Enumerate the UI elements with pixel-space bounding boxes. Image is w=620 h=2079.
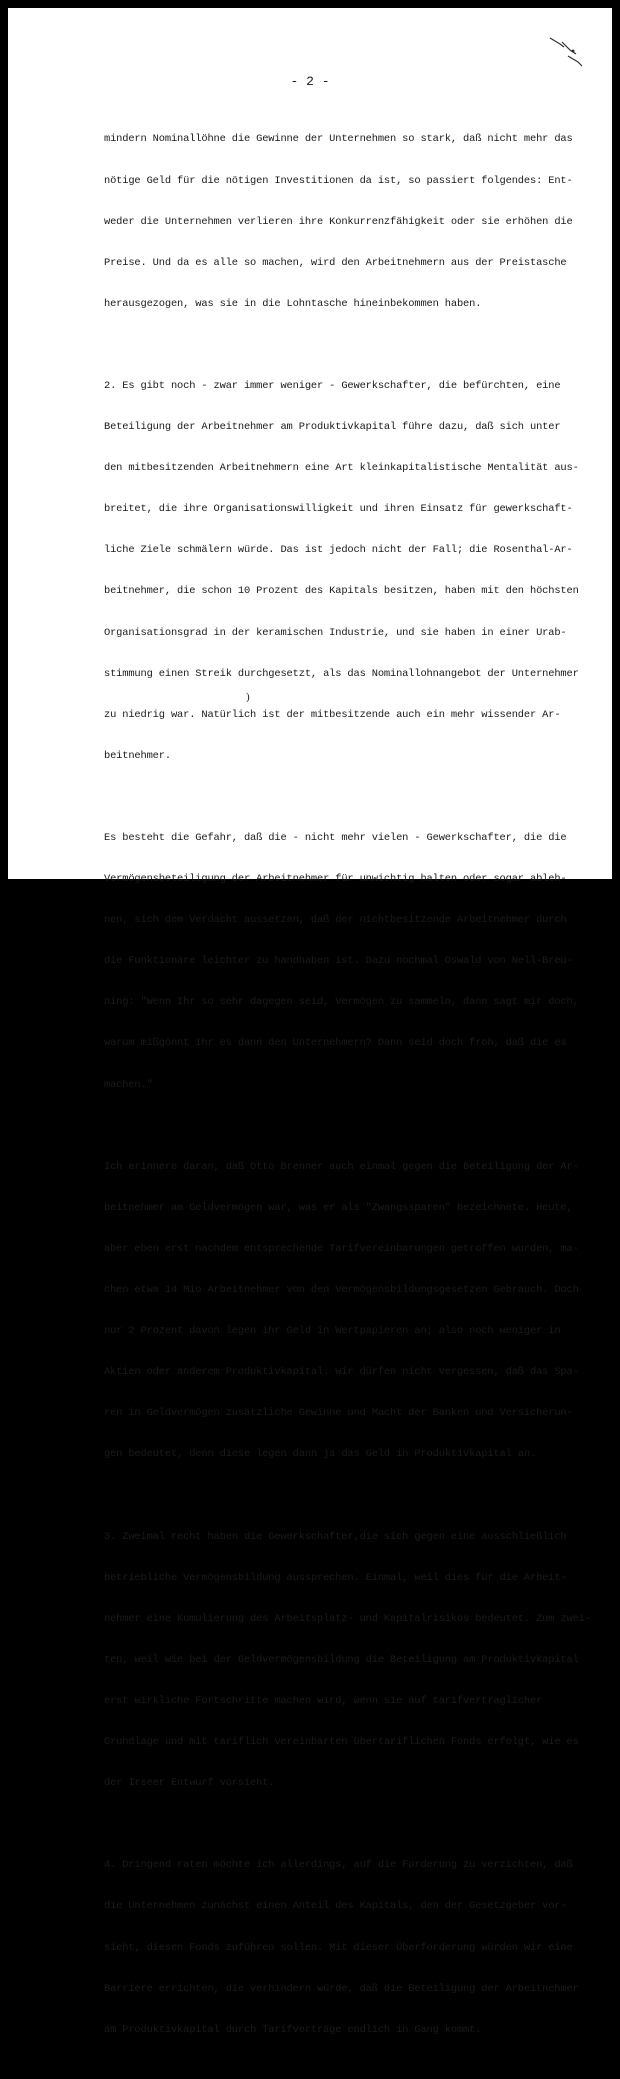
document-page xyxy=(8,8,612,2036)
text-line: nen, sich dem Verdacht aussetzen, daß der nichtbesitzende Arbeitnehmer durch xyxy=(104,914,567,927)
text-line: stimmung einen Streik durchgesetzt, als das Nominallohnangebot der Unternehmer xyxy=(104,667,579,680)
text-line: Beteiligung der Arbeitnehmer am Produktivkapital führe dazu, daß sich unter xyxy=(104,421,561,434)
text-line: Barriere errichten, die verhindern würde, daß die Beteiligung der Arbeitnehmer xyxy=(104,1982,579,1995)
text-line: zu niedrig war. Natürlich ist der mitbesitzende auch ein mehr wissender Ar- xyxy=(104,708,561,721)
text-line: nehmer eine Kumulierung des Arbeitsplatz- und Kapitalrisikos bedeutet. Zum zwei- xyxy=(104,1612,591,1625)
text-line: Preise. Und da es alle so machen, wird den Arbeitnehmern aus der Preistasche xyxy=(104,256,567,269)
text-line: warum mißgönnt Ihr es dann den Unternehmern? Dann seid doch froh, daß die es xyxy=(104,1037,567,1050)
text-line: machen." xyxy=(104,1078,153,1091)
text-line: Aktien oder anderem Produktivkapital. Wir dürfen nicht vergessen, daß das Spa- xyxy=(104,1366,579,1379)
paragraph-danger xyxy=(104,805,586,1120)
text-line: erst wirkliche Fortschritte machen wird, wenn sie auf tarifvertraglicher xyxy=(104,1694,543,1707)
corner-scribble-icon xyxy=(546,32,586,72)
text-line: 3. Zweimal recht haben die Gewerkschafter,die sich gegen eine ausschließlich xyxy=(104,1530,567,1543)
text-line: nötige Geld für die nötigen Investitionen da ist, so passiert folgendes: Ent- xyxy=(104,174,573,187)
paragraph-point-3 xyxy=(104,1503,591,1818)
text-line: der Irseer Entwurf vorsieht. xyxy=(104,1777,275,1790)
paragraph-intro-continuation xyxy=(104,106,586,339)
stray-mark: ) xyxy=(246,691,250,703)
text-line: Organisationsgrad in der keramischen Industrie, und sie haben in einer Urab- xyxy=(104,626,567,639)
text-line: liche Ziele schmälern würde. Das ist jedoch nicht der Fall; die Rosenthal-Ar- xyxy=(104,544,573,557)
text-line: beitnehmer, die schon 10 Prozent des Kapitals besitzen, haben mit den höchsten xyxy=(104,585,579,598)
text-line: aber eben erst nachdem entsprechende Tarifvereinbarungen getroffen wurden, ma- xyxy=(104,1242,579,1255)
text-line: die Unternehmen zunächst einen Anteil des Kapitals, den der Gesetzgeber vor- xyxy=(104,1900,567,1913)
text-line: beitnehmer am Geldvermögen war, was er als "Zwangssparen" bezeichnete. Heute, xyxy=(104,1201,573,1214)
text-line: Es besteht die Gefahr, daß die - nicht mehr vielen - Gewerkschafter, die die xyxy=(104,832,567,844)
page-number: - 2 - xyxy=(290,74,330,89)
text-line: am Produktivkapital durch Tarifverträge endlich in Gang kommt. xyxy=(104,2023,482,2036)
paragraph-point-2 xyxy=(104,353,586,791)
text-line: chen etwa 14 Mio Arbeitnehmer von den Vermögensbildungsgesetzen Gebrauch. Doch xyxy=(104,1284,579,1297)
document-body xyxy=(104,106,591,2079)
text-line: ten, weil wie bei der Geldvermögensbildung die Beteiligung am Produktivkapital xyxy=(104,1653,579,1666)
text-line: 2. Es gibt noch - zwar immer weniger - Gewerkschafter, die befürchten, eine xyxy=(104,379,561,392)
text-line: gen bedeutet, denn diese legen dann ja das Geld in Produktivkapital an. xyxy=(104,1448,537,1461)
text-line: den mitbesitzenden Arbeitnehmern eine Art kleinkapitalistische Mentalität aus- xyxy=(104,462,579,475)
paragraph-otto-brenner xyxy=(104,1133,586,1489)
text-line: weder die Unternehmen verlieren ihre Konkurrenzfähigkeit oder sie erhöhen die xyxy=(104,215,573,228)
text-line: die Funktionäre leichter zu handhaben ist. Dazu nochmal Oswald von Nell-Breu- xyxy=(104,955,573,968)
text-line: beitnehmer. xyxy=(104,749,171,762)
text-line: ren in Geldvermögen zusätzliche Gewinne und Macht der Banken und Versicherun- xyxy=(104,1407,573,1420)
paragraph-point-4 xyxy=(104,1832,586,2065)
text-line: breitet, die ihre Organisationswilligkeit und ihren Einsatz für gewerkschaft- xyxy=(104,503,573,516)
text-line: betriebliche Vermögensbildung aussprechen. Einmal, weil dies für die Arbeit- xyxy=(104,1571,567,1584)
text-line: Ich erinnere daran, daß Otto Brenner auch einmal gegen die Beteiligung der Ar- xyxy=(104,1160,579,1173)
text-line: mindern Nominallöhne die Gewinne der Unternehmen so stark, daß nicht mehr das xyxy=(104,133,573,146)
text-line: sieht, diesen Fonds zuführen sollen. Mit dieser Überforderung würden wir eine xyxy=(104,1941,573,1954)
text-line: ning: "Wenn Ihr so sehr dagegen seid, Vermögen zu sammeln, dann sagt mir doch, xyxy=(104,996,579,1009)
text-line: 4. Dringend raten möchte ich allerdings, auf die Forderung zu verzichten, daß xyxy=(104,1859,573,1872)
text-line: herausgezogen, was sie in die Lohntasche hineinbekommen haben. xyxy=(104,297,482,310)
text-line: Vermögensbeteiligung der Arbeitnehmer für unwichtig halten oder sogar ableh- xyxy=(104,873,567,886)
text-line: Grundlage und mit tariflich vereinbarten übertariflichen Fonds erfolgt, wie es xyxy=(104,1736,579,1749)
text-line: nur 2 Prozent davon legen ihr Geld in Wertpapieren an; also noch weniger in xyxy=(104,1325,561,1338)
